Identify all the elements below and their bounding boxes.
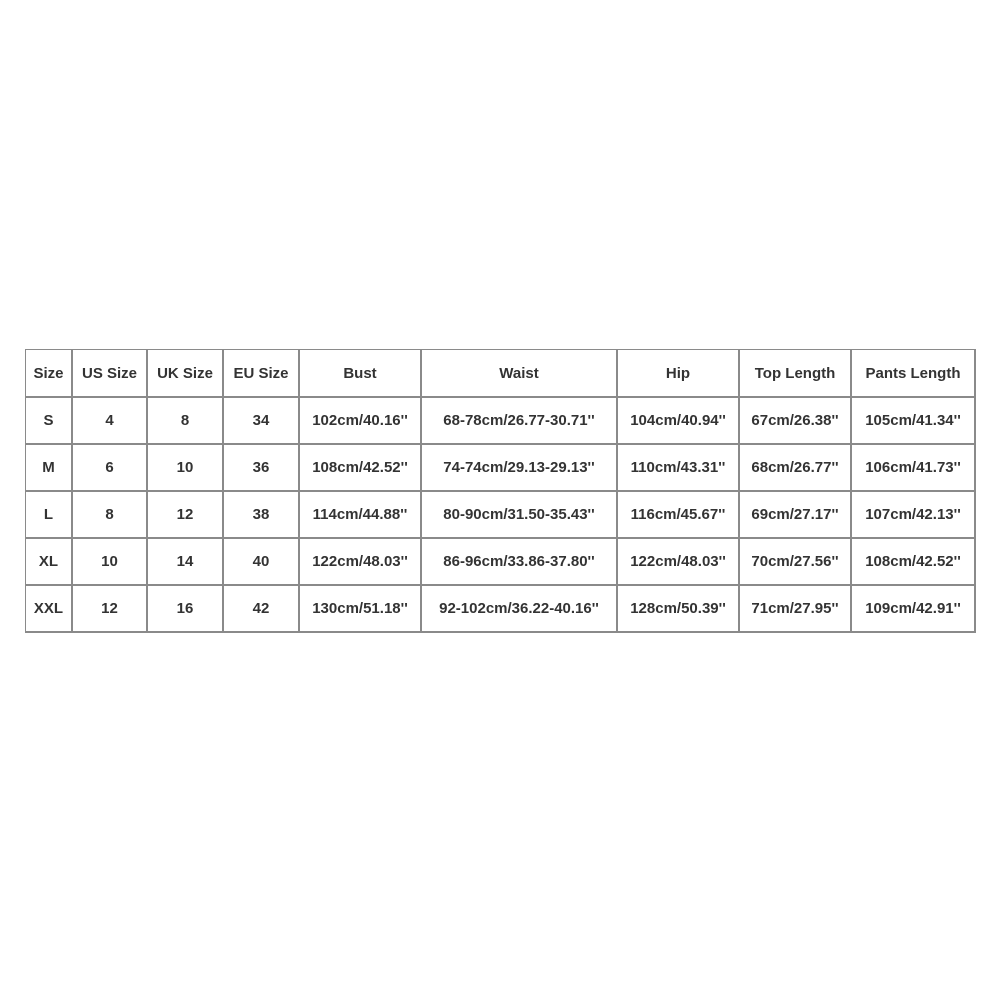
cell-waist: 92-102cm/36.22-40.16''	[422, 586, 618, 633]
cell-pants-length: 109cm/42.91''	[852, 586, 976, 633]
cell-pants-length: 107cm/42.13''	[852, 492, 976, 539]
cell-bust: 130cm/51.18''	[300, 586, 422, 633]
cell-uk-size: 12	[148, 492, 224, 539]
cell-bust: 102cm/40.16''	[300, 398, 422, 445]
column-header-waist: Waist	[422, 350, 618, 398]
cell-us-size: 12	[73, 586, 148, 633]
cell-top-length: 71cm/27.95''	[740, 586, 852, 633]
cell-eu-size: 42	[224, 586, 300, 633]
table-row	[26, 539, 976, 586]
size-chart-table	[25, 349, 976, 633]
column-header-eu-size: EU Size	[224, 350, 300, 398]
cell-size: M	[26, 445, 73, 492]
cell-uk-size: 16	[148, 586, 224, 633]
cell-hip: 128cm/50.39''	[618, 586, 740, 633]
header-row	[26, 350, 976, 398]
cell-eu-size: 36	[224, 445, 300, 492]
table-row	[26, 492, 976, 539]
column-header-bust: Bust	[300, 350, 422, 398]
cell-us-size: 8	[73, 492, 148, 539]
table-row	[26, 586, 976, 633]
cell-us-size: 6	[73, 445, 148, 492]
cell-pants-length: 108cm/42.52''	[852, 539, 976, 586]
column-header-us-size: US Size	[73, 350, 148, 398]
column-header-top-length: Top Length	[740, 350, 852, 398]
cell-waist: 86-96cm/33.86-37.80''	[422, 539, 618, 586]
cell-uk-size: 10	[148, 445, 224, 492]
cell-eu-size: 34	[224, 398, 300, 445]
cell-pants-length: 105cm/41.34''	[852, 398, 976, 445]
cell-bust: 114cm/44.88''	[300, 492, 422, 539]
column-header-size: Size	[26, 350, 73, 398]
cell-hip: 104cm/40.94''	[618, 398, 740, 445]
column-header-pants-length: Pants Length	[852, 350, 976, 398]
cell-size: L	[26, 492, 73, 539]
cell-us-size: 4	[73, 398, 148, 445]
cell-size: XXL	[26, 586, 73, 633]
cell-uk-size: 14	[148, 539, 224, 586]
column-header-uk-size: UK Size	[148, 350, 224, 398]
cell-pants-length: 106cm/41.73''	[852, 445, 976, 492]
cell-size: XL	[26, 539, 73, 586]
cell-waist: 74-74cm/29.13-29.13''	[422, 445, 618, 492]
cell-bust: 122cm/48.03''	[300, 539, 422, 586]
cell-size: S	[26, 398, 73, 445]
cell-waist: 80-90cm/31.50-35.43''	[422, 492, 618, 539]
cell-hip: 116cm/45.67''	[618, 492, 740, 539]
table-row	[26, 398, 976, 445]
cell-bust: 108cm/42.52''	[300, 445, 422, 492]
cell-top-length: 69cm/27.17''	[740, 492, 852, 539]
cell-top-length: 70cm/27.56''	[740, 539, 852, 586]
cell-hip: 122cm/48.03''	[618, 539, 740, 586]
cell-waist: 68-78cm/26.77-30.71''	[422, 398, 618, 445]
table-row	[26, 445, 976, 492]
cell-eu-size: 38	[224, 492, 300, 539]
cell-eu-size: 40	[224, 539, 300, 586]
cell-top-length: 68cm/26.77''	[740, 445, 852, 492]
cell-uk-size: 8	[148, 398, 224, 445]
cell-top-length: 67cm/26.38''	[740, 398, 852, 445]
cell-us-size: 10	[73, 539, 148, 586]
column-header-hip: Hip	[618, 350, 740, 398]
cell-hip: 110cm/43.31''	[618, 445, 740, 492]
